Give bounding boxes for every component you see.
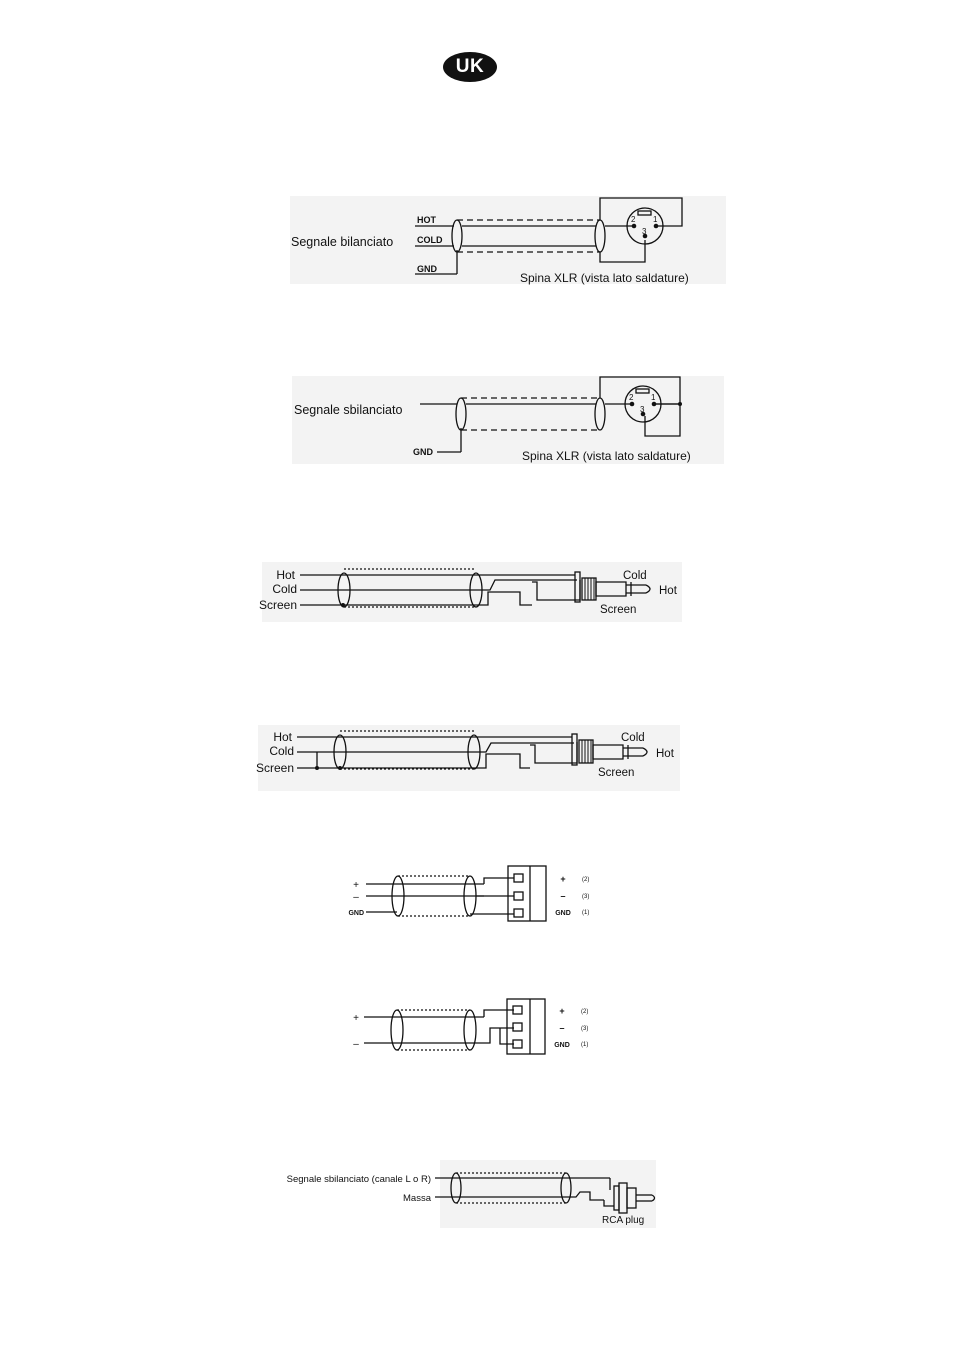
cold-label: Cold — [269, 744, 294, 758]
diagram-2-title: Segnale sbilanciato — [294, 403, 403, 417]
terminal-number-3: (3) — [581, 1026, 589, 1032]
jack-cold-label: Cold — [623, 570, 647, 582]
terminal-number-3: (3) — [582, 894, 590, 900]
hot-label: HOT — [417, 215, 436, 225]
minus-label: – — [353, 892, 359, 903]
jack-hot-label: Hot — [659, 585, 677, 597]
terminal-label-minus: – — [560, 891, 566, 901]
terminal-label-plus: + — [559, 1006, 565, 1016]
gnd-label: GND — [417, 264, 437, 274]
diagram-rca-plug — [287, 1160, 656, 1228]
ground-label: Massa — [403, 1193, 431, 1204]
gnd-label: GND — [348, 910, 364, 917]
plus-label: + — [353, 880, 359, 891]
pin-1-label: 1 — [651, 393, 656, 402]
hot-label: Hot — [273, 730, 292, 744]
terminal-number-1: (1) — [582, 910, 590, 916]
terminal-number-1: (1) — [581, 1042, 589, 1048]
pin-3-label: 3 — [642, 227, 647, 236]
terminal-label-minus: – — [559, 1023, 565, 1033]
terminal-label-plus: + — [560, 874, 566, 884]
plus-label: + — [353, 1013, 359, 1024]
pin-3-label: 3 — [640, 405, 645, 414]
gnd-label: GND — [413, 447, 433, 457]
diagram-balanced-jack — [259, 562, 682, 622]
uk-language-badge: UK — [443, 52, 497, 82]
diagram-unbalanced-jack — [256, 725, 680, 791]
signal-label: Segnale sbilanciato (canale L o R) — [286, 1174, 431, 1185]
screen-label: Screen — [258, 598, 297, 612]
diagram-balanced-xlr — [290, 196, 726, 285]
plus-to-terminal — [484, 878, 514, 884]
rca-plug-caption: RCA plug — [602, 1215, 645, 1226]
cold-label: Cold — [272, 582, 297, 596]
diagram-1-connector-caption: Spina XLR (vista lato saldature) — [520, 271, 689, 285]
diagram-balanced-terminal — [348, 866, 589, 921]
terminal-number-2: (2) — [582, 877, 590, 883]
cable-end-left — [391, 1010, 403, 1050]
screen-label: Screen — [255, 761, 294, 775]
pin-2-label: 2 — [631, 215, 636, 224]
minus-label: – — [353, 1039, 359, 1050]
terminal-label-gnd: GND — [555, 910, 571, 917]
diagram-1-title: Segnale bilanciato — [291, 235, 394, 249]
jack-hot-label: Hot — [656, 748, 674, 760]
minus-to-terminal — [484, 1028, 514, 1043]
jack-cold-label: Cold — [621, 732, 645, 744]
diagram-2-connector-caption: Spina XLR (vista lato saldature) — [522, 449, 691, 463]
plus-to-terminal — [484, 1010, 514, 1017]
terminal-number-2: (2) — [581, 1009, 589, 1015]
pin-1-label: 1 — [653, 215, 658, 224]
cable-end-right — [464, 1010, 476, 1050]
hot-label: Hot — [276, 568, 295, 582]
cold-label: COLD — [417, 235, 443, 245]
jack-screen-label: Screen — [600, 604, 637, 616]
jack-screen-label: Screen — [598, 767, 635, 779]
diagram-unbalanced-xlr — [292, 376, 724, 464]
pin-2-label: 2 — [629, 393, 634, 402]
terminal-label-gnd: GND — [554, 1042, 570, 1049]
diagram-unbalanced-terminal — [353, 999, 588, 1054]
